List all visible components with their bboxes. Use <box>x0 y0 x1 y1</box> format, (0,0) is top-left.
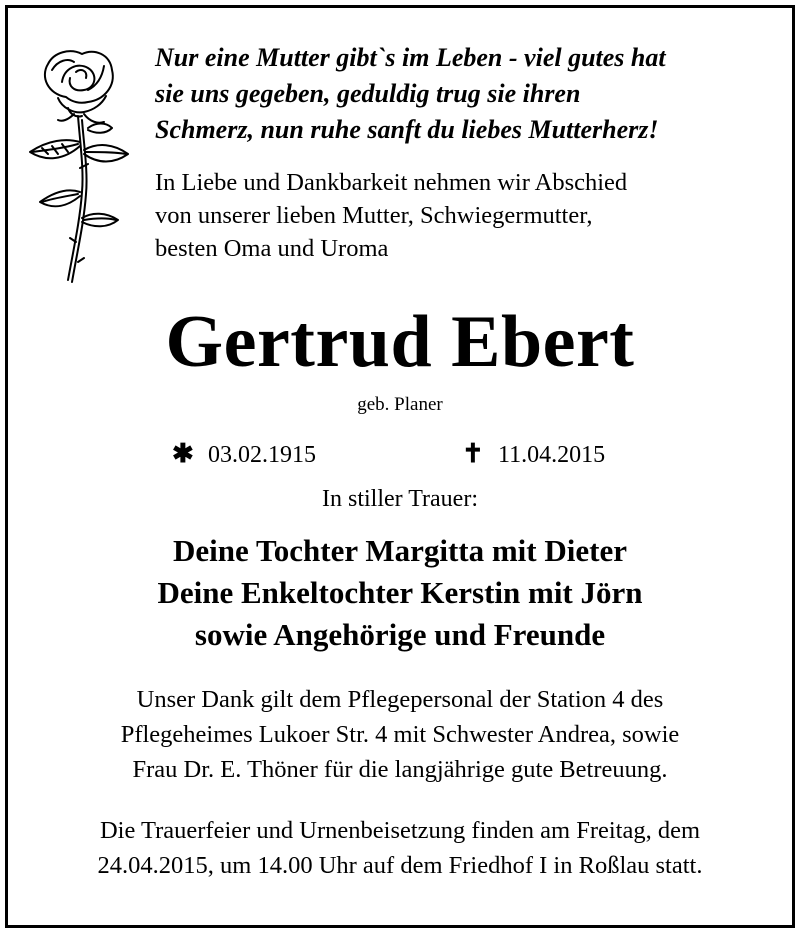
mourning-label: In stiller Trauer: <box>322 486 478 512</box>
poem-line: Schmerz, nun ruhe sanft du liebes Mutterherz! <box>155 115 659 144</box>
cross-icon: ✝ <box>462 439 484 468</box>
intro-line: In Liebe und Dankbarkeit nehmen wir Abschied <box>155 169 628 196</box>
intro-line: besten Oma und Uroma <box>155 235 389 262</box>
birth-date-line <box>172 438 316 471</box>
deceased-name: Gertrud Ebert <box>165 301 635 383</box>
rose-icon <box>18 42 138 287</box>
death-date: 11.04.2015 <box>498 442 606 468</box>
funeral-line: 24.04.2015, um 14.00 Uhr auf dem Friedhof I in Roßlau statt. <box>97 852 703 879</box>
family-line: Deine Tochter Margitta mit Dieter <box>173 533 627 568</box>
intro-text <box>155 166 775 265</box>
birth-date: 03.02.1915 <box>208 442 316 468</box>
thanks-line: Frau Dr. E. Thöner für die langjährige gute Betreuung. <box>132 756 668 783</box>
poem-line: Nur eine Mutter gibt`s im Leben - viel gutes hat <box>155 43 666 72</box>
funeral-line: Die Trauerfeier und Urnenbeisetzung finden am Freitag, dem <box>99 817 701 844</box>
family-list <box>0 530 800 656</box>
thanks-line: Pflegeheimes Lukoer Str. 4 mit Schwester Andrea, sowie <box>120 721 680 748</box>
poem <box>155 40 780 148</box>
thanks-line: Unser Dank gilt dem Pflegepersonal der Station 4 des <box>136 686 664 713</box>
funeral-notice <box>0 813 800 883</box>
death-date-line <box>462 438 605 471</box>
family-line: sowie Angehörige und Freunde <box>194 617 606 652</box>
poem-line: sie uns gegeben, geduldig trug sie ihren <box>155 79 581 108</box>
maiden-name: geb. Planer <box>357 394 443 415</box>
thanks-text <box>0 682 800 787</box>
birth-star-icon: ✱ <box>172 439 194 468</box>
family-line: Deine Enkeltochter Kerstin mit Jörn <box>157 575 643 610</box>
intro-line: von unserer lieben Mutter, Schwiegermutter, <box>155 202 593 229</box>
